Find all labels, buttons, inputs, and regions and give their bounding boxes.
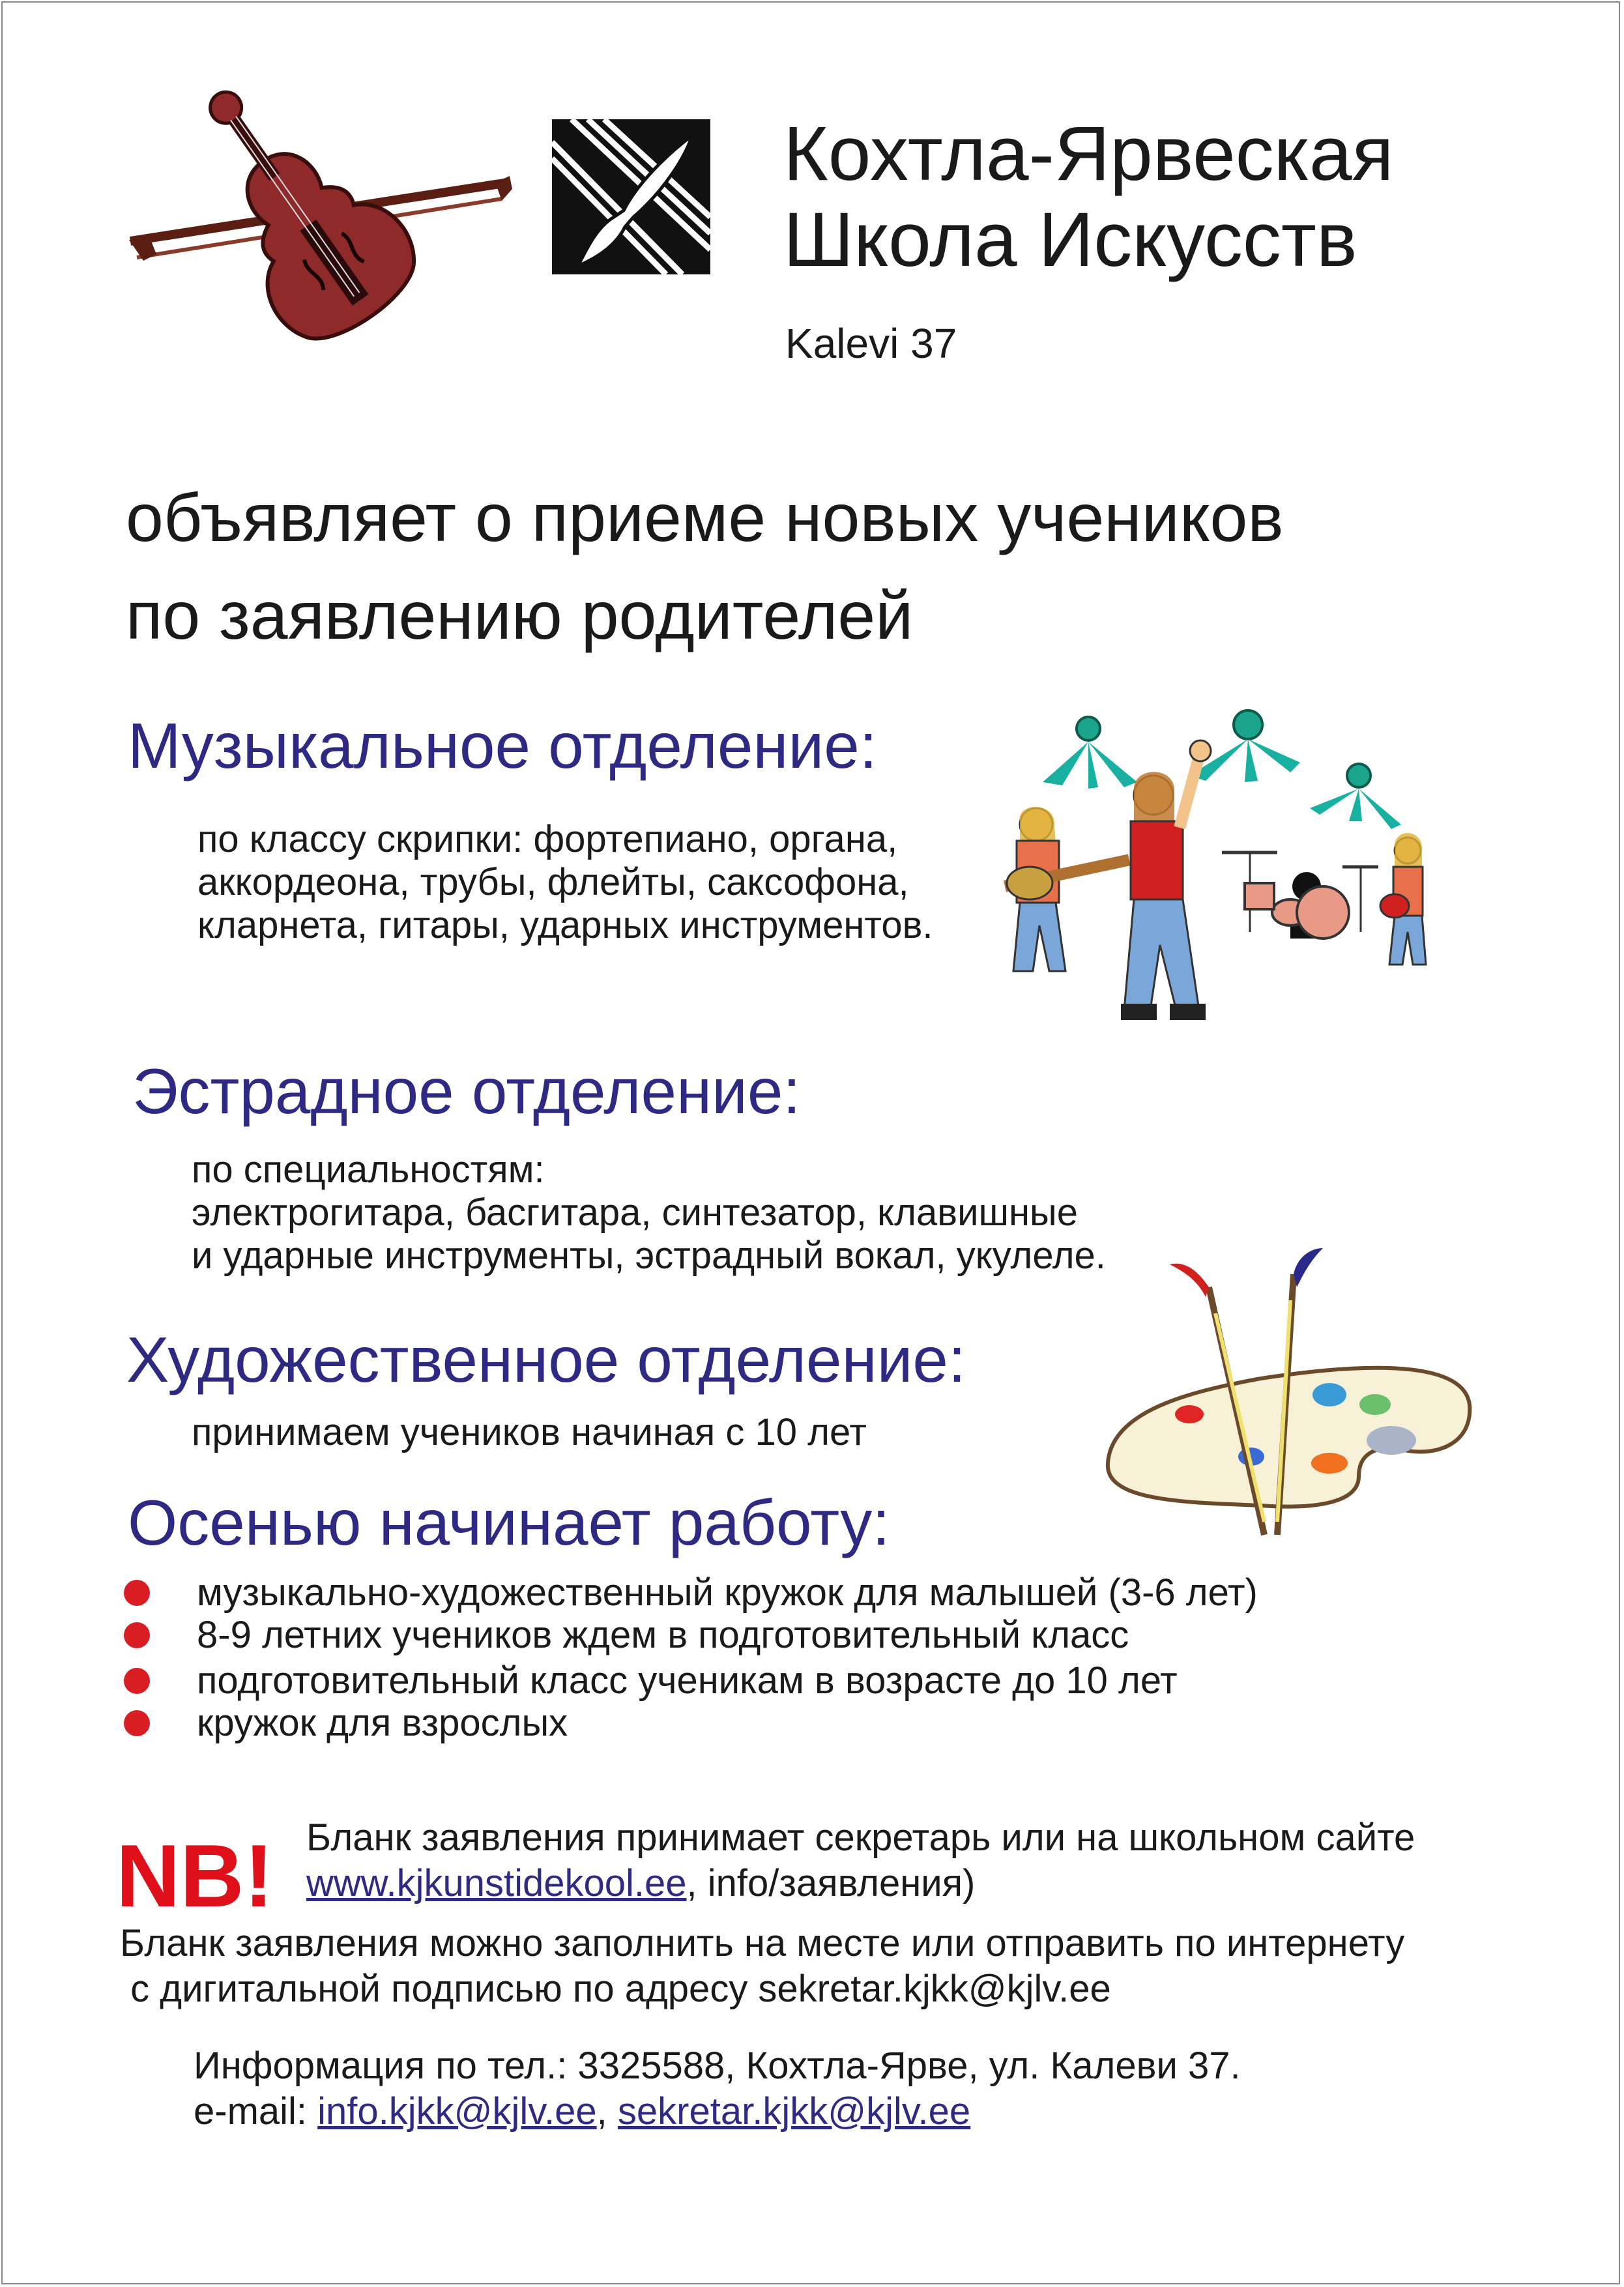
art-department-text: принимаем учеников начиная с 10 лет <box>192 1411 867 1453</box>
submission-line1: Бланк заявления можно заполнить на месте или отправить по интернету <box>120 1922 1405 1964</box>
school-name <box>783 111 1394 283</box>
pop-line-3: и ударные инструменты, эстрадный вокал, укулеле. <box>192 1234 1106 1277</box>
nb-line1: Бланк заявления принимает секретарь или на школьном сайте <box>306 1816 1415 1859</box>
pop-line-2: электрогитара, басгитара, синтезатор, клавишные <box>192 1191 1078 1234</box>
nb-line2-suffix: , info/заявления) <box>686 1862 976 1904</box>
music-line-2: аккордеона, трубы, флейты, саксофона, <box>197 861 909 903</box>
email-prefix: e-mail: <box>194 2090 318 2133</box>
submission-line2: с дигитальной подписью по адресу sekretar.kjkk@kjlv.ee <box>120 1968 1111 2010</box>
school-name-line1: Кохтла-Ярвеская <box>783 111 1394 197</box>
contact-phone-line: Информация по тел.: 3325588, Кохтла-Ярве, ул. Калеви 37. <box>194 2045 1241 2087</box>
nb-line2 <box>306 1861 1415 1906</box>
bullet-dot <box>124 1668 150 1694</box>
list-item <box>124 1613 1129 1657</box>
list-item-text: кружок для взрослых <box>197 1702 568 1744</box>
school-logo-brush-icon <box>552 119 710 274</box>
contact-email-line <box>194 2089 1241 2134</box>
autumn-section-title: Осенью начинает работу: <box>128 1487 890 1558</box>
email-link-info[interactable]: info.kjkk@kjlv.ee <box>317 2090 597 2133</box>
headline-line1: объявляет о приеме новых учеников <box>126 480 1284 556</box>
bullet-dot <box>124 1622 150 1648</box>
website-link[interactable]: www.kjkunstidekool.ee <box>306 1862 687 1904</box>
pop-department-title: Эстрадное отделение: <box>132 1055 801 1127</box>
school-name-line2: Школа Искусств <box>783 197 1357 283</box>
bullet-dot <box>124 1710 150 1736</box>
list-item <box>124 1701 568 1745</box>
rock-band-illustration <box>1004 710 1460 1036</box>
list-item-text: 8-9 летних учеников ждем в подготовительный класс <box>197 1614 1129 1656</box>
list-item <box>124 1571 1258 1614</box>
nb-text <box>306 1815 1415 1906</box>
art-department-title: Художественное отделение: <box>126 1324 966 1395</box>
headline-line2: по заявлению родителей <box>126 578 914 654</box>
bullet-dot <box>124 1580 150 1606</box>
nb-label: NB! <box>116 1826 274 1925</box>
headline <box>126 469 1284 665</box>
email-separator: , <box>596 2090 618 2133</box>
contact-info <box>194 2043 1241 2134</box>
music-department-title: Музыкальное отделение: <box>128 710 877 781</box>
paint-palette-illustration <box>1098 1248 1476 1528</box>
music-line-1: по классу скрипки: фортепиано, органа, <box>197 818 898 860</box>
list-item <box>124 1659 1178 1702</box>
violin-illustration <box>124 91 515 365</box>
pop-line-1: по специальностям: <box>192 1148 545 1191</box>
submission-text <box>120 1921 1404 2012</box>
list-item-text: подготовительный класс ученикам в возрасте до 10 лет <box>197 1659 1178 1702</box>
music-line-3: кларнета, гитары, ударных инструментов. <box>197 904 933 946</box>
pop-department-text <box>192 1148 1106 1277</box>
music-department-text <box>197 818 933 947</box>
email-link-secretary[interactable]: sekretar.kjkk@kjlv.ee <box>617 2090 971 2133</box>
list-item-text: музыкально-художественный кружок для малышей (3-6 лет) <box>197 1571 1258 1614</box>
school-address: Kalevi 37 <box>785 320 957 367</box>
